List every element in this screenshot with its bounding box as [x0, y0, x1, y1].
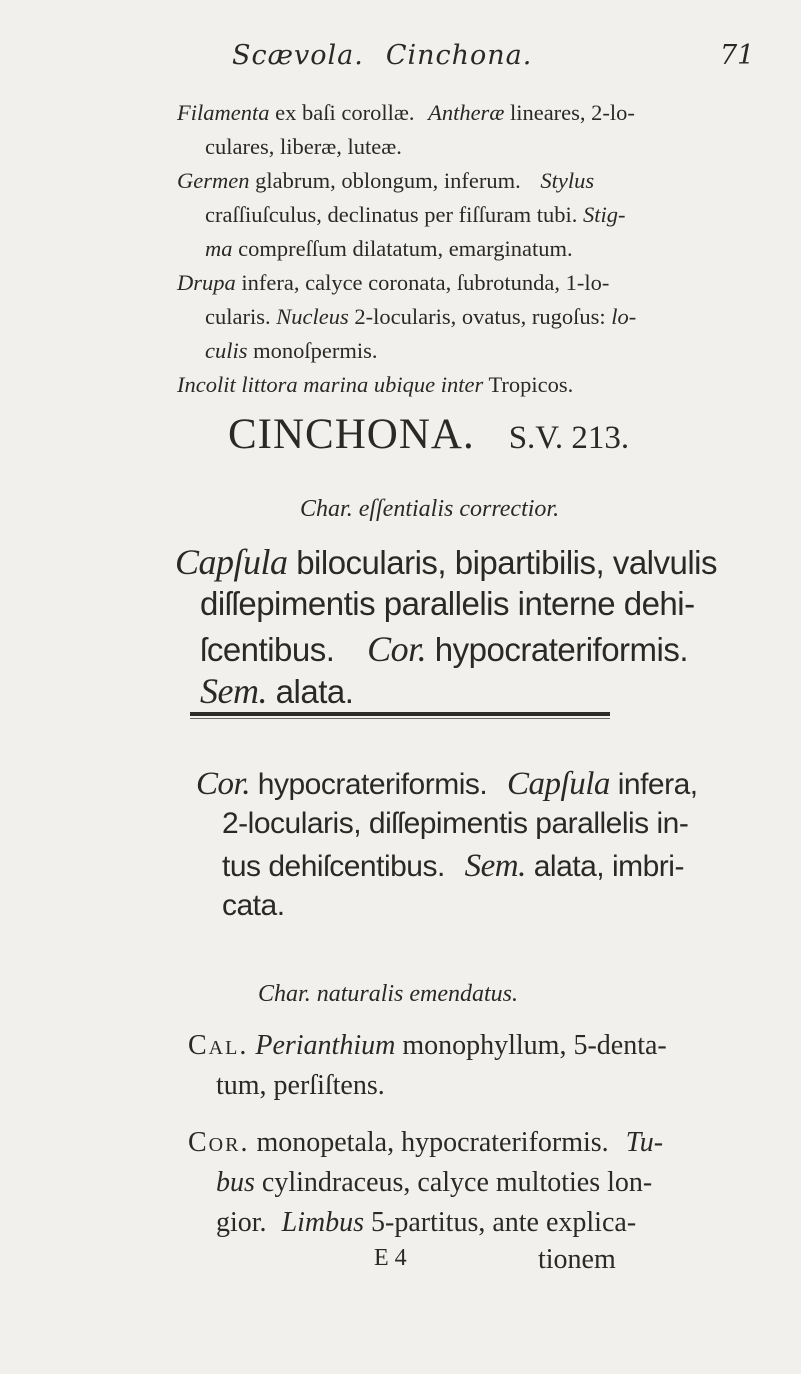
term: Drupa	[177, 270, 236, 295]
term: Cor.	[196, 766, 250, 802]
text-line: culis monoſpermis.	[205, 338, 378, 363]
text-line: culares, liberæ, luteæ.	[205, 134, 402, 159]
term: culis	[205, 338, 248, 363]
term: Sem.	[200, 671, 267, 711]
text-line: Drupa infera, calyce coronata, ſubrotunda, 1-lo-	[177, 270, 610, 295]
text-line: ſcentibus. Cor. hypocrateriformis.	[200, 629, 689, 669]
text-line: Capſula bilocularis, bipartibilis, valvulis	[175, 542, 718, 582]
running-title-right: Cinchona.	[385, 40, 533, 71]
term: Filamenta	[177, 100, 270, 125]
text-line: ma compreſſum dilatatum, emarginatum.	[205, 236, 573, 261]
text-line: Cor. hypocrateriformis. Capſula infera,	[196, 766, 698, 802]
text-line: Sem. alata.	[200, 671, 354, 711]
divider-rule-thin	[190, 718, 610, 719]
term: Stig-	[583, 202, 626, 227]
signature-mark: E 4	[374, 1245, 407, 1271]
term: Cor.	[367, 629, 427, 669]
text-line: craſſiuſculus, declinatus per fiſſuram tubi. Stig-	[205, 202, 626, 227]
text-line: tus dehiſcentibus. Sem. alata, imbri-	[222, 848, 684, 884]
text-line: 2-locularis, diſſepimentis parallelis in-	[222, 807, 689, 840]
running-head	[232, 40, 532, 71]
term: ma	[205, 236, 233, 261]
text-line: cularis. Nucleus 2-locularis, ovatus, rugoſus: lo-	[205, 304, 637, 329]
text-line: diſſepimentis parallelis interne dehi-	[200, 585, 695, 622]
text-line: Germen glabrum, oblongum, inferum. Stylus	[177, 168, 595, 193]
divider-rule	[190, 712, 610, 716]
term: Limbus	[281, 1207, 365, 1238]
section-heading: Char. eſſentialis correctior.	[300, 496, 560, 522]
page-number: 71	[720, 40, 755, 71]
catchword: tionem	[538, 1244, 616, 1275]
text-line: bus cylindraceus, calyce multoties lon-	[216, 1167, 653, 1198]
term: lo-	[611, 304, 637, 329]
text-line: Filamenta ex baſi corollæ. Antheræ lineares, 2-lo-	[177, 100, 635, 125]
text-line: Cor. monopetala, hypocrateriformis. Tu-	[188, 1127, 664, 1158]
genus-heading	[228, 410, 629, 459]
term: Capſula	[175, 542, 288, 582]
term: Germen	[177, 168, 250, 193]
habitat-text: Incolit littora marina ubique inter	[177, 372, 484, 397]
term: Capſula	[507, 766, 610, 802]
section-heading: Char. naturalis emendatus.	[258, 981, 519, 1007]
term: Nucleus	[276, 304, 349, 329]
term: Tu-	[625, 1127, 664, 1158]
genus-reference: S.V. 213.	[508, 420, 630, 456]
text-line: tum, perſiſtens.	[216, 1070, 385, 1101]
term: Antheræ	[428, 100, 505, 125]
text-line: cata.	[222, 889, 285, 922]
text-line: Cal. Perianthium monophyllum, 5-denta-	[188, 1030, 667, 1061]
term: bus	[216, 1167, 255, 1198]
term: Sem.	[464, 848, 526, 884]
term: Perianthium	[255, 1030, 396, 1061]
organ-label: Cor.	[188, 1127, 250, 1158]
term: Stylus	[540, 168, 595, 193]
text-line: gior. Limbus 5-partitus, ante explica-	[216, 1207, 637, 1238]
genus-name: CINCHONA.	[228, 411, 475, 458]
organ-label: Cal.	[188, 1030, 249, 1061]
running-title-left: Scævola.	[232, 40, 364, 71]
text-line: Incolit littora marina ubique inter Tropicos.	[177, 372, 574, 397]
